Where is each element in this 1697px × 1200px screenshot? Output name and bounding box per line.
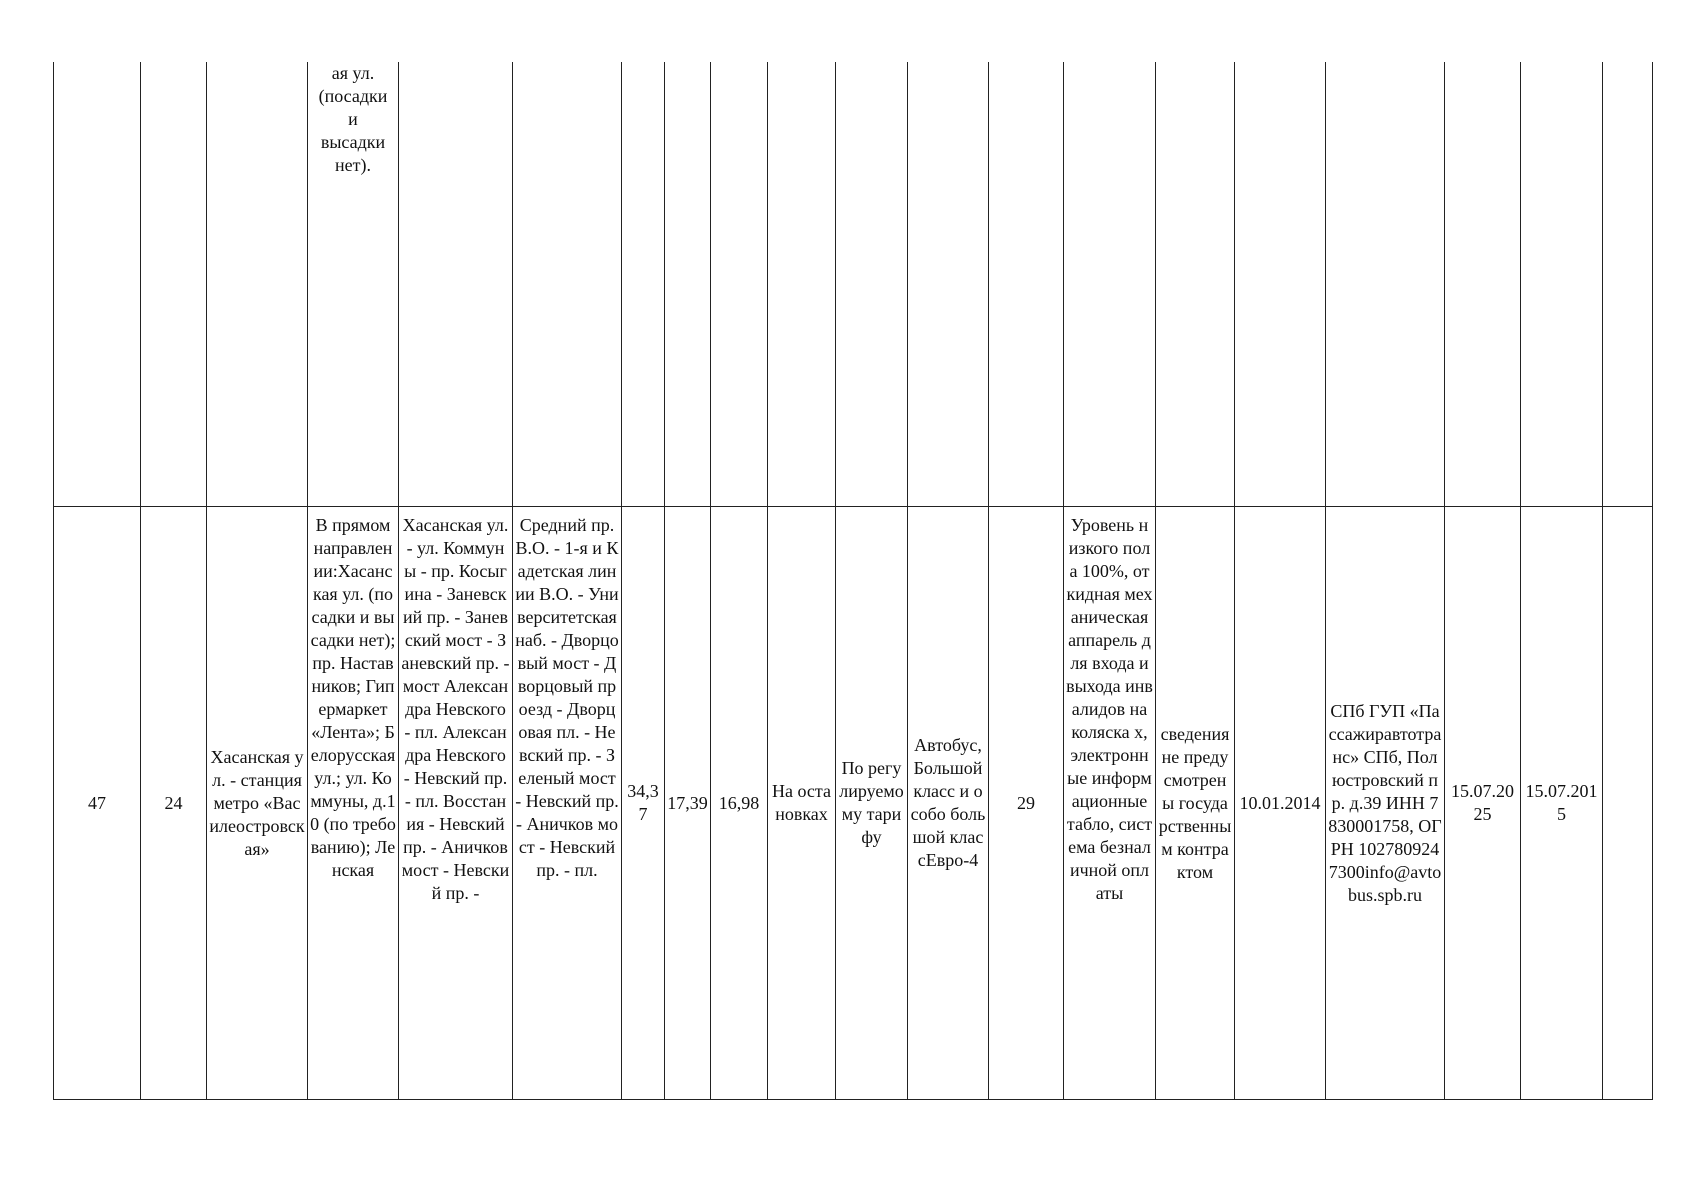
cell-end-date: 15.07.2025	[1445, 507, 1521, 1100]
cell-streets-reverse	[513, 62, 622, 507]
cell-vehicle-class: Автобус, Большой класс и особо большой классЕвро-4	[908, 507, 989, 1100]
cell-carrier: СПб ГУП «Пассажиравтотранс» СПб, Полюстровский пр. д.39 ИНН 7830001758, ОГРН 1027809247300info@avtobus.spb.ru	[1326, 507, 1445, 1100]
cell-route-name: Хасанская ул. - станция метро «Василеостровская»	[207, 507, 308, 1100]
cell-extra	[1603, 62, 1653, 507]
cell-boarding-order: На остановках	[768, 507, 836, 1100]
route-register-table	[53, 62, 1653, 1100]
cell-extra	[1603, 507, 1653, 1100]
cell-streets-forward: Хасанская ул. - ул. Коммуны - пр. Косыгина - Заневский пр. - Заневский мост - Заневский пр. - мост Александра Невского - пл. Александра Невского - Невский пр. - пл. Восстания - Невский пр. - Аничков мост - Невский пр. -	[399, 507, 513, 1100]
cell-contract-info	[1156, 62, 1235, 507]
cell-route-name	[207, 62, 308, 507]
cell-stops: ая ул. (посадки и высадки нет).	[308, 62, 399, 507]
table-row-route-47	[54, 507, 1653, 1100]
cell-length-1: 34,37	[622, 507, 665, 1100]
cell-length-2: 17,39	[665, 507, 711, 1100]
cell-vehicle-class	[908, 62, 989, 507]
cell-length-2	[665, 62, 711, 507]
cell-vehicle-count: 29	[989, 507, 1064, 1100]
cell-route-number: 24	[141, 507, 207, 1100]
cell-registration-date: 15.07.2015	[1521, 507, 1603, 1100]
cell-start-date: 10.01.2014	[1235, 507, 1326, 1100]
cell-length-3	[711, 62, 768, 507]
cell-vehicle-features: Уровень низкого пола 100%, откидная механическая аппарель для входа и выхода инвалидов на коляска х, электронные информационные табло, система безналичной оплаты	[1064, 507, 1156, 1100]
cell-streets-reverse: Средний пр. В.О. - 1-я и Кадетская линии В.О. - Университетская наб. - Дворцовый мост - Дворцовый проезд - Дворцовая пл. - Невский пр. - Зеленый мост - Невский пр. - Аничков мост - Невский пр. - пл.	[513, 507, 622, 1100]
cell-end-date	[1445, 62, 1521, 507]
cell-length-1	[622, 62, 665, 507]
cell-registration-date	[1521, 62, 1603, 507]
cell-registry-number: 47	[54, 507, 141, 1100]
cell-tariff: По регулируемому тарифу	[836, 507, 908, 1100]
cell-start-date	[1235, 62, 1326, 507]
table-row-continuation	[54, 62, 1653, 507]
cell-length-3: 16,98	[711, 507, 768, 1100]
cell-registry-number	[54, 62, 141, 507]
cell-vehicle-count	[989, 62, 1064, 507]
cell-streets-forward	[399, 62, 513, 507]
cell-tariff	[836, 62, 908, 507]
cell-boarding-order	[768, 62, 836, 507]
cell-carrier	[1326, 62, 1445, 507]
cell-vehicle-features	[1064, 62, 1156, 507]
cell-stops: В прямом направлении:Хасанская ул. (посадки и высадки нет); пр. Наставников; Гипермаркет «Лента»; Белорусская ул.; ул. Коммуны, д.10 (по требованию); Ленская	[308, 507, 399, 1100]
cell-contract-info: сведения не предусмотрены государственным контрактом	[1156, 507, 1235, 1100]
cell-route-number	[141, 62, 207, 507]
